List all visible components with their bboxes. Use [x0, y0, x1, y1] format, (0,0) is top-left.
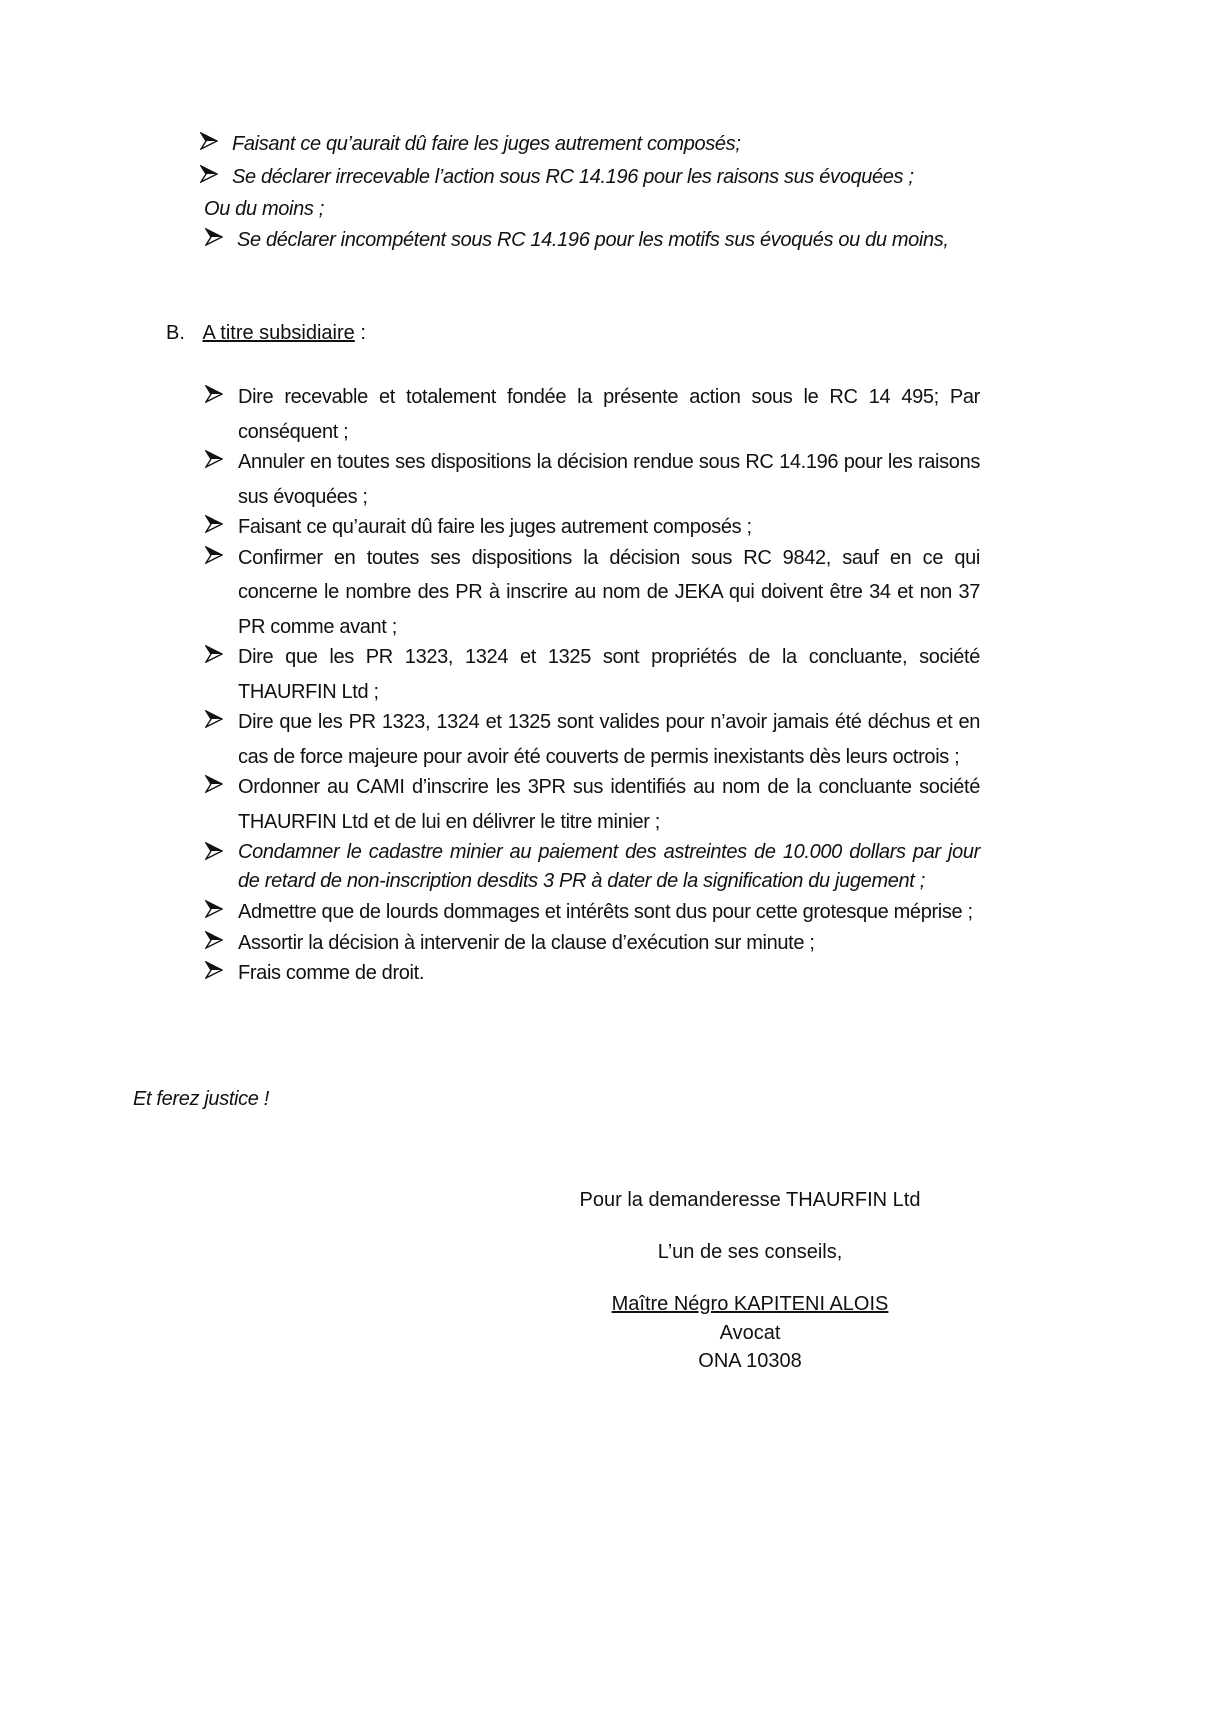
list-item: [200, 127, 980, 162]
list-item: [205, 445, 980, 514]
list-item: [205, 541, 980, 645]
list-item: [200, 160, 980, 195]
signature-name: Maître Négro KAPITENI ALOIS: [611, 1293, 889, 1315]
list-item-text: Se déclarer irrecevable l’action sous RC 14.196 pour les raisons sus évoquées ;: [232, 166, 914, 188]
list-item-text: Condamner le cadastre minier au paiement des astreintes de 10.000 dollars par jour de retard de non-inscription desdits 3 PR à dater de la signification du jugement ;: [238, 841, 980, 892]
or-at-least-text: Ou du moins ;: [204, 198, 324, 220]
arrowhead-bullet-icon: [205, 385, 223, 403]
signature-title: Avocat: [719, 1322, 781, 1344]
section-heading: [166, 322, 366, 345]
subsidiary-list: [205, 380, 980, 991]
list-item-text: Ordonner au CAMI d’inscrire les 3PR sus identifiés au nom de la concluante société THAURFIN Ltd et de lui en délivrer le titre minier ;: [238, 776, 980, 833]
signature-counsel-line: L’un de ses conseils,: [657, 1241, 843, 1263]
arrowhead-bullet-icon: [205, 842, 223, 860]
list-item: [205, 926, 980, 961]
list-item-text: Assortir la décision à intervenir de la clause d’exécution sur minute ;: [238, 931, 815, 954]
list-item: [205, 895, 980, 930]
arrowhead-bullet-icon: [205, 450, 223, 468]
list-item-text: Confirmer en toutes ses dispositions la décision sous RC 9842, sauf en ce qui concerne le nombre des PR à inscrire au nom de JEKA qui doivent être 34 et non 37 PR comme avant ;: [238, 546, 980, 638]
section-colon: :: [354, 322, 366, 344]
arrowhead-bullet-icon: [205, 900, 223, 918]
list-item-text: Faisant ce qu’aurait dû faire les juges autrement composés;: [232, 133, 741, 155]
arrowhead-bullet-icon: [205, 775, 223, 793]
arrowhead-bullet-icon: [200, 132, 218, 150]
list-item: [205, 640, 980, 709]
arrowhead-bullet-icon: [205, 515, 223, 533]
list-item-text: Dire recevable et totalement fondée la présente action sous le RC 14 495; Par conséquent ;: [238, 386, 980, 443]
signature-block: [560, 1185, 940, 1375]
arrowhead-bullet-icon: [205, 645, 223, 663]
list-item-text: Faisant ce qu’aurait dû faire les juges autrement composés ;: [238, 516, 752, 538]
list-item: [205, 380, 980, 449]
arrowhead-bullet-icon: [205, 546, 223, 564]
list-item: [205, 770, 980, 839]
list-item: [205, 223, 979, 258]
list-item-text: Admettre que de lourds dommages et intérêts sont dus pour cette grotesque méprise ;: [238, 901, 973, 923]
arrowhead-bullet-icon: [205, 961, 223, 979]
arrowhead-bullet-icon: [200, 165, 218, 183]
list-item-text: Dire que les PR 1323, 1324 et 1325 sont valides pour n’avoir jamais été déchus et en cas de force majeure pour avoir été couverts de permis inexistants dès leurs octrois ;: [238, 711, 980, 768]
arrowhead-bullet-icon: [205, 710, 223, 728]
list-item: [205, 510, 980, 545]
signature-for-line: Pour la demanderesse THAURFIN Ltd: [579, 1189, 921, 1211]
list-item-text: Annuler en toutes ses dispositions la décision rendue sous RC 14.196 pour les raisons sus évoquées ;: [238, 451, 980, 508]
arrowhead-bullet-icon: [205, 228, 223, 246]
list-item-text: Frais comme de droit.: [238, 962, 425, 984]
signature-bar-number: ONA 10308: [698, 1350, 802, 1372]
arrowhead-bullet-icon: [205, 931, 223, 949]
list-item: [205, 705, 980, 774]
list-item-text: Se déclarer incompétent sous RC 14.196 pour les motifs sus évoqués ou du moins,: [237, 229, 949, 251]
list-item-text: Dire que les PR 1323, 1324 et 1325 sont propriétés de la concluante, société THAURFIN Ltd ;: [238, 646, 980, 703]
section-letter: B.: [166, 322, 185, 344]
section-title: A titre subsidiaire: [202, 322, 355, 344]
list-item: [205, 838, 980, 896]
closing-text: Et ferez justice !: [133, 1088, 269, 1110]
list-item: [205, 956, 980, 991]
